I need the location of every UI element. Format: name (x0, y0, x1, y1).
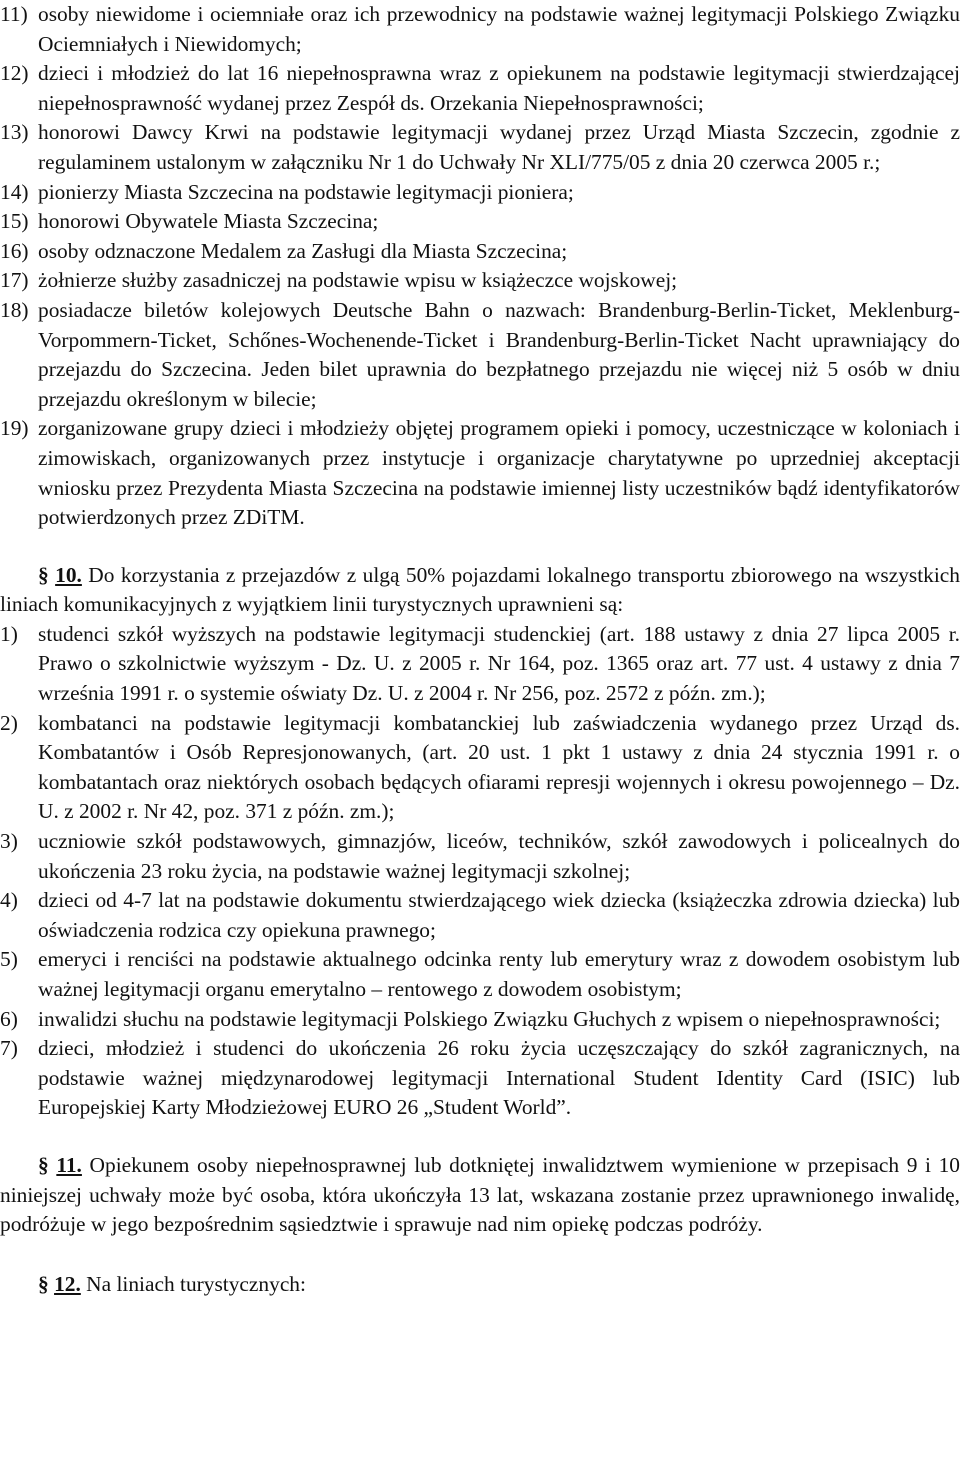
list-item (0, 296, 960, 414)
item-number: 13) (0, 120, 29, 145)
list-item (0, 945, 960, 1004)
eligibility-list-free (0, 0, 960, 533)
item-number: 16) (0, 238, 29, 263)
item-number: 15) (0, 209, 29, 234)
list-item (0, 827, 960, 886)
item-number: 17) (0, 268, 29, 293)
item-text: kombatanci na podstawie legitymacji kombatanckiej lub zaświadczenia wydanego przez Urząd ds. Kombatantów i Osób Represjonowanych, (art. 20 ust. 1 pkt 1 ustawy z dnia 24 stycznia 1991 r. o kombatantach oraz niektórych osobach będących ofiarami represji wojennych i okresu powojennego – Dz. U. z 2002 r. Nr 42, poz. 371 z późn. zm.); (38, 710, 960, 824)
item-number: 6) (0, 1006, 18, 1031)
item-text: posiadacze biletów kolejowych Deutsche Bahn o nazwach: Brandenburg-Berlin-Ticket, Meklenburg-Vorpommern-Ticket, Schőnes-Wochenende-Ticket i Brandenburg-Berlin-Ticket Nacht uprawniający do przejazdu do Szczecina. Jeden bilet uprawnia do bezpłatnego przejazdu nie więcej niż 5 osób w dniu przejazdu określonym w bilecie; (38, 297, 960, 411)
list-item (0, 118, 960, 177)
item-text: honorowi Obywatele Miasta Szczecina; (38, 209, 379, 234)
item-text: żołnierze służby zasadniczej na podstawie wpisu w książeczce wojskowej; (38, 268, 678, 293)
item-text: dzieci i młodzież do lat 16 niepełnosprawna wraz z opiekunem na podstawie legitymacji stwierdzającej niepełnosprawność wydanej przez Zespół ds. Orzekania Niepełnosprawności; (38, 61, 960, 115)
list-item (0, 266, 960, 296)
list-item (0, 237, 960, 267)
item-text: uczniowie szkół podstawowych, gimnazjów, liceów, techników, szkół zawodowych i policealnych do ukończenia 23 roku życia, na podstawie ważnej legitymacji szkolnej; (38, 829, 960, 883)
item-number: 5) (0, 947, 18, 972)
item-number: 12) (0, 61, 29, 86)
section-text: Do korzystania z przejazdów z ulgą 50% pojazdami lokalnego transportu zbiorowego na wszystkich liniach komunikacyjnych z wyjątkiem linii turystycznych uprawnieni są: (0, 562, 960, 617)
list-item (0, 0, 960, 59)
item-number: 14) (0, 179, 29, 204)
section-text: Opiekunem osoby niepełnosprawnej lub dotkniętej inwalidztwem wymienione w przepisach 9 i 10 niniejszej uchwały może być osoba, która ukończyła 13 lat, wskazana zostanie przez uprawnionego inwalidę, podróżuje w jego bezpośrednim sąsiedztwie i sprawuje nad nim opiekę podczas podróży. (0, 1152, 960, 1237)
item-text: dzieci od 4-7 lat na podstawie dokumentu stwierdzającego wiek dziecka (książeczka zdrowia dziecka) lub oświadczenia rodzica czy opiekuna prawnego; (38, 888, 960, 942)
list-item (0, 178, 960, 208)
list-item (0, 620, 960, 709)
item-number: 2) (0, 710, 18, 735)
item-number: 3) (0, 829, 18, 854)
item-number: 11) (0, 2, 28, 26)
spacer (0, 533, 960, 561)
item-text: honorowi Dawcy Krwi na podstawie legitymacji wydanej przez Urząd Miasta Szczecin, zgodnie z regulaminem ustalonym w załączniku Nr 1 do Uchwały Nr XLI/775/05 z dnia 20 czerwca 2005 r.; (38, 120, 960, 174)
item-number: 7) (0, 1036, 18, 1061)
item-number: 18) (0, 297, 29, 322)
item-text: zorganizowane grupy dzieci i młodzieży objętej programem opieki i pomocy, uczestniczące w koloniach i zimowiskach, organizowanych przez instytucje i organizacje charytatywne po uprzedniej akceptacji wniosku przez Prezydenta Miasta Szczecina na podstawie imiennej listy uczestników bądź identyfikatorów potwierdzonych przez ZDiTM. (38, 416, 960, 530)
section-11-paragraph (0, 1151, 960, 1240)
list-item (0, 207, 960, 237)
section-text: Na liniach turystycznych: (86, 1271, 306, 1296)
section-symbol: § (38, 1271, 49, 1296)
spacer (0, 1240, 960, 1270)
item-number: 4) (0, 888, 18, 913)
item-text: inwalidzi słuchu na podstawie legitymacji Polskiego Związku Głuchych z wpisem o niepełnosprawności; (38, 1006, 941, 1031)
section-number: 10. (55, 562, 82, 587)
eligibility-list-discount (0, 620, 960, 1123)
item-text: pionierzy Miasta Szczecina na podstawie legitymacji pioniera; (38, 179, 574, 204)
item-number: 1) (0, 621, 18, 646)
item-text: osoby odznaczone Medalem za Zasługi dla Miasta Szczecina; (38, 238, 568, 263)
spacer (0, 1123, 960, 1151)
section-12-paragraph (0, 1270, 960, 1300)
section-symbol: § (38, 562, 49, 587)
section-10-paragraph (0, 561, 960, 620)
item-text: studenci szkół wyższych na podstawie legitymacji studenckiej (art. 188 ustawy z dnia 27 lipca 2005 r. Prawo o szkolnictwie wyższym - Dz. U. z 2005 r. Nr 164, poz. 1365 oraz art. 77 ust. 4 ustawy z dnia 7 września 1991 r. o systemie oświaty Dz. U. z 2004 r. Nr 256, poz. 2572 z późn. zm.); (38, 621, 960, 706)
section-symbol: § (38, 1152, 49, 1177)
list-item (0, 59, 960, 118)
list-item (0, 1005, 960, 1035)
section-number: 12. (54, 1271, 81, 1296)
list-item (0, 414, 960, 532)
item-text: osoby niewidome i ociemniałe oraz ich przewodnicy na podstawie ważnej legitymacji Polskiego Związku Ociemniałych i Niewidomych; (38, 2, 960, 56)
item-text: dzieci, młodzież i studenci do ukończenia 26 roku życia uczęszczający do szkół zagranicznych, na podstawie ważnej międzynarodowej legitymacji International Student Identity Card (ISIC) lub Europejskiej Karty Młodzieżowej EURO 26 „Student World”. (38, 1036, 960, 1120)
item-text: emeryci i renciści na podstawie aktualnego odcinka renty lub emerytury wraz z dowodem osobistym lub ważnej legitymacji organu emerytalno – rentowego z dowodem osobistym; (38, 947, 960, 1001)
list-item (0, 886, 960, 945)
item-number: 19) (0, 416, 29, 441)
section-number: 11. (56, 1152, 82, 1177)
list-item (0, 1034, 960, 1123)
list-item (0, 709, 960, 827)
